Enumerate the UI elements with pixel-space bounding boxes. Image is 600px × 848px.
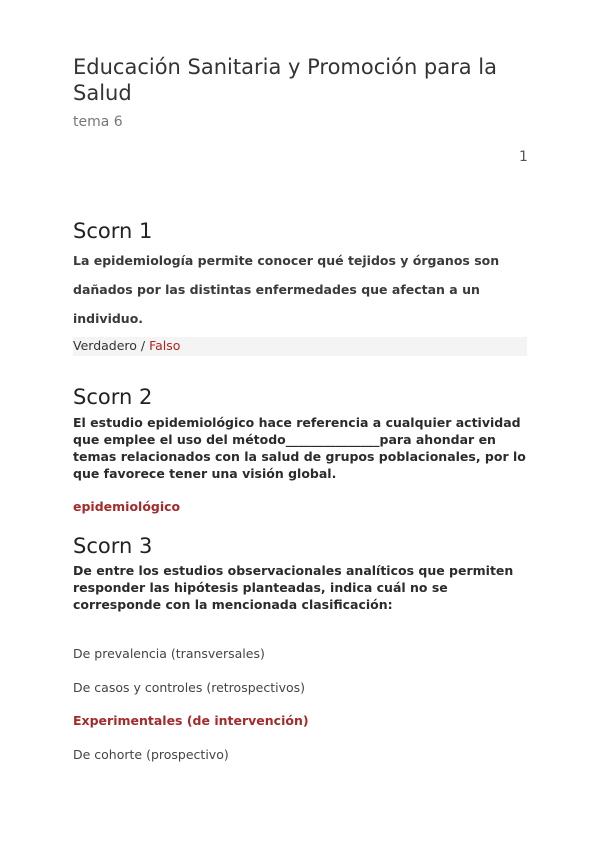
question-1-answer-row	[73, 337, 527, 356]
document-title: Educación Sanitaria y Promoción para la Salud	[73, 55, 498, 105]
option-separator: /	[136, 338, 150, 353]
question-2-heading: Scorn 2	[73, 385, 153, 409]
question-3-option-correct: Experimentales (de intervención)	[73, 713, 309, 728]
question-1-text: La epidemiología permite conocer qué tejidos y órganos son dañados por las distintas enfermedades que afectan a un individuo.	[73, 253, 500, 326]
question-3-option: De prevalencia (transversales)	[73, 646, 265, 661]
question-2-answer: epidemiológico	[73, 499, 181, 514]
question-1-heading: Scorn 1	[73, 219, 153, 243]
document-subtitle: tema 6	[73, 114, 123, 130]
true-option: Verdadero	[73, 338, 137, 353]
question-3-heading: Scorn 3	[73, 534, 153, 558]
question-2-text: El estudio epidemiológico hace referencia a cualquier actividad que emplee el uso del método_______________para ahondar en temas relacionados con la salud de grupos poblacionales, por lo que favorece tener una visión global.	[73, 415, 526, 481]
false-option-selected: Falso	[149, 338, 181, 353]
page-number: 1	[519, 149, 528, 165]
question-3-option: De cohorte (prospectivo)	[73, 747, 229, 762]
question-3-option: De casos y controles (retrospectivos)	[73, 680, 306, 695]
question-3-text: De entre los estudios observacionales analíticos que permiten responder las hipótesis planteadas, indica cuál no se corresponde con la mencionada clasificación:	[73, 563, 514, 612]
